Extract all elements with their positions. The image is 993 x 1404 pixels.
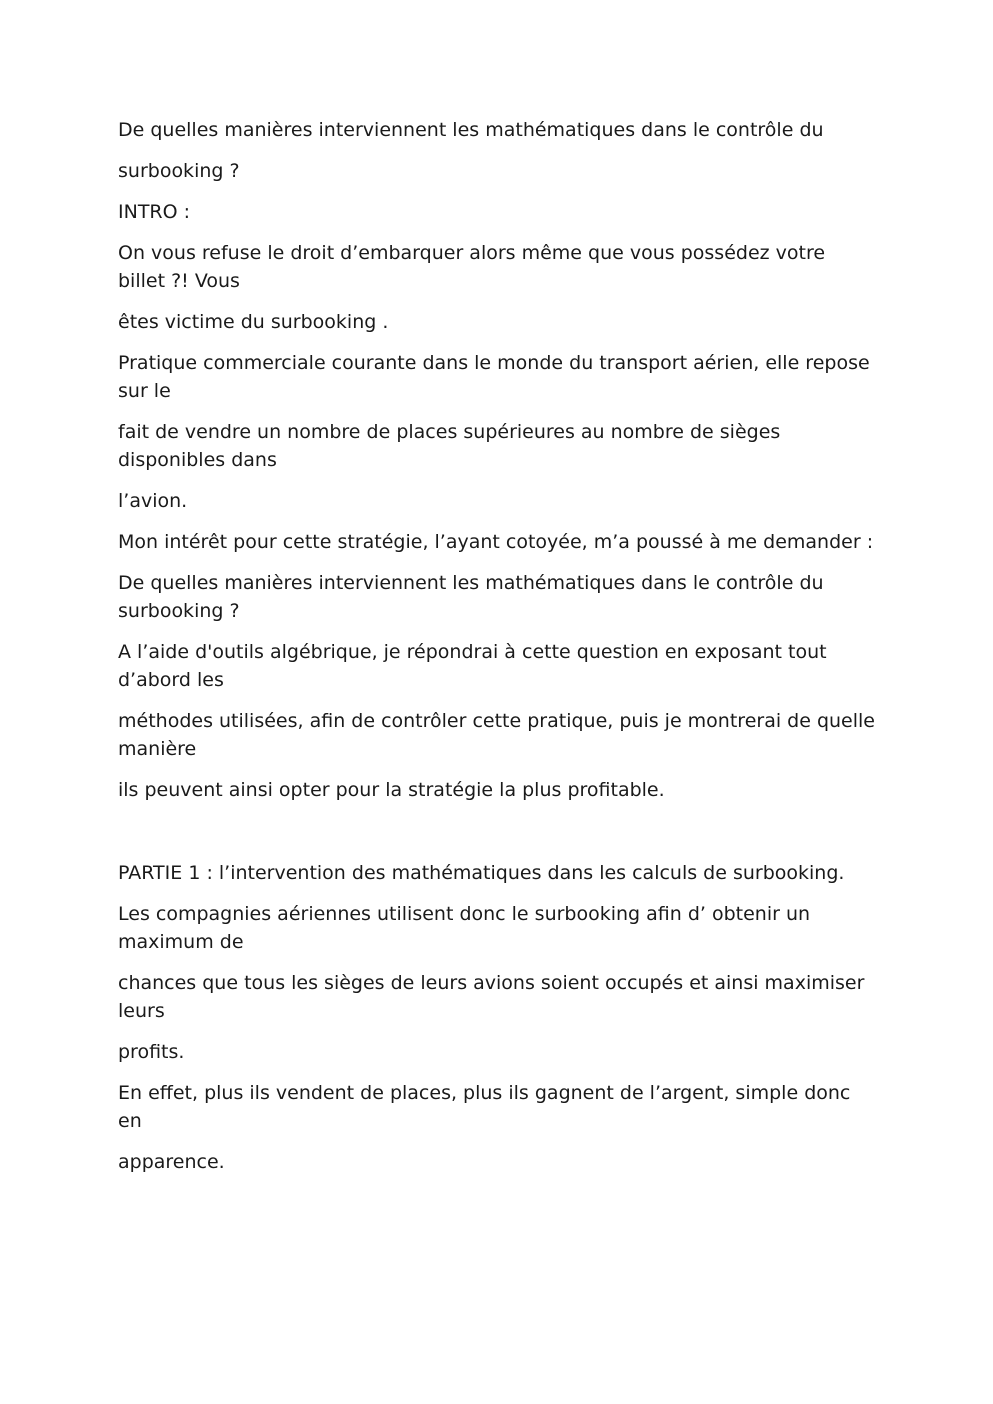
- part1-paragraph: profits.: [118, 1041, 185, 1063]
- section-spacer: [118, 817, 878, 859]
- question-title-line-2: surbooking ?: [118, 160, 240, 182]
- intro-paragraph: méthodes utilisées, afin de contrôler cette pratique, puis je montrerai de quelle manière: [118, 710, 875, 760]
- part1-paragraph: En effet, plus ils vendent de places, plus ils gagnent de l’argent, simple donc en: [118, 1082, 851, 1132]
- part1-paragraph: Les compagnies aériennes utilisent donc le surbooking afin d’ obtenir un maximum de: [118, 903, 811, 953]
- intro-paragraph: A l’aide d'outils algébrique, je répondrai à cette question en exposant tout d’abord les: [118, 641, 827, 691]
- intro-paragraph: ils peuvent ainsi opter pour la stratégie la plus profitable.: [118, 779, 665, 801]
- question-title-line-1: De quelles manières interviennent les mathématiques dans le contrôle du: [118, 119, 824, 141]
- intro-paragraph: êtes victime du surbooking .: [118, 311, 389, 333]
- part1-paragraph: apparence.: [118, 1151, 225, 1173]
- intro-paragraph: Mon intérêt pour cette stratégie, l’ayant cotoyée, m’a poussé à me demander :: [118, 531, 874, 553]
- document-page: [118, 116, 878, 1189]
- intro-paragraph: On vous refuse le droit d’embarquer alors même que vous possédez votre billet ?! Vous: [118, 242, 826, 292]
- intro-paragraph: fait de vendre un nombre de places supérieures au nombre de sièges disponibles dans: [118, 421, 781, 471]
- part1-paragraph: chances que tous les sièges de leurs avions soient occupés et ainsi maximiser leurs: [118, 972, 865, 1022]
- intro-paragraph: Pratique commerciale courante dans le monde du transport aérien, elle repose sur le: [118, 352, 870, 402]
- intro-paragraph: l’avion.: [118, 490, 188, 512]
- intro-question: De quelles manières interviennent les mathématiques dans le contrôle du surbooking ?: [118, 572, 824, 622]
- intro-heading: INTRO :: [118, 201, 191, 223]
- part1-heading: PARTIE 1 : l’intervention des mathématiques dans les calculs de surbooking.: [118, 862, 845, 884]
